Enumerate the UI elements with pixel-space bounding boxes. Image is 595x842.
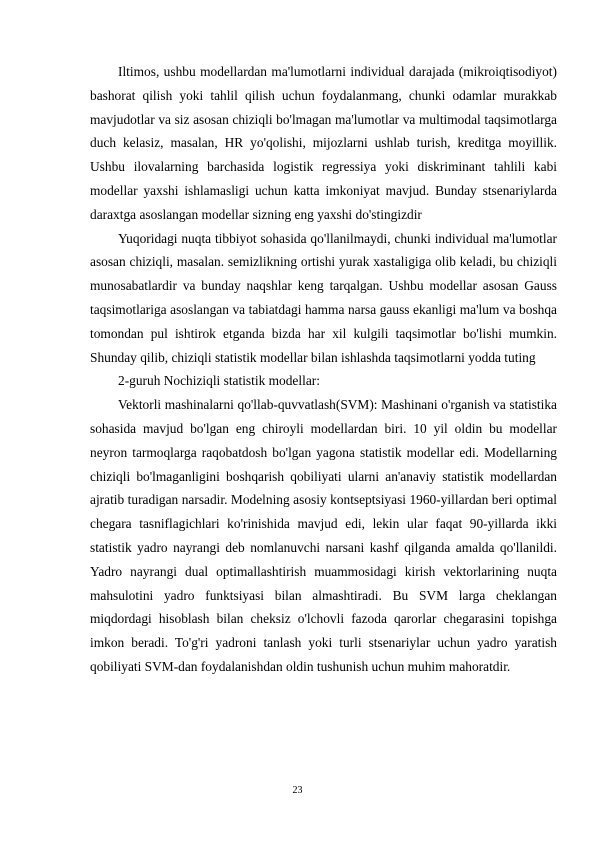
body-text	[90, 60, 557, 679]
page-number: 23	[292, 785, 303, 796]
paragraph-intro-warning: Iltimos, ushbu modellardan ma'lumotlarni individual darajada (mikroiqtisodiyot) bashorat qilish yoki tahlil qilish uchun foydalanmang, chunki odamlar murakkab mavjudotlar va siz asosan chiziqli bo'lmagan ma'lumotlar va multimodal taqsimotlarga duch kelasiz, masalan, HR yo'qolishi, mijozlarni ushlab turish, kreditga moyillik. Ushbu ilovalarning barchasida logistik regressiya yoki diskriminant tahlili kabi modellar yaxshi ishlamasligi uchun katta imkoniyat mavjud. Bunday stsenariylarda daraxtga asoslangan modellar sizning eng yaxshi do'stingizdir	[90, 64, 557, 222]
paragraph-svm: Vektorli mashinalarni qo'llab-quvvatlash(SVM): Mashinani o'rganish va statistika sohasida mavjud bo'lgan eng chiroyli modellardan biri. 10 yil oldin bu modellar neyron tarmoqlarga raqobatdosh bo'lgan yagona statistik modellar edi. Modellarning chiziqli bo'lmaganligini boshqarish qobiliyati ularni an'anaviy statistik modellardan ajratib turadigan narsadir. Modelning asosiy kontseptsiyasi 1960-yillardan beri optimal chegara tasniflagichlari ko'rinishida mavjud edi, lekin ular faqat 90-yillarda ikki statistik yadro nayrangi deb nomlanuvchi narsani kashf qilganda amalda qo'llanildi. Yadro nayrangi dual optimallashtirish muammosidagi kirish vektorlarining nuqta mahsulotini yadro funktsiyasi bilan almashtiradi. Bu SVM larga cheklangan miqdordagi hisoblash bilan cheksiz o'lchovli fazoda qarorlar chegarasini topishga imkon beradi. To'g'ri yadroni tanlash yoki turli stsenariylar uchun yadro yaratish qobiliyati SVM-dan foydalanishdan oldin tushunish uchun muhim mahoratdir.	[90, 397, 557, 674]
section-heading-nonlinear-models: 2-guruh Nochiziqli statistik modellar:	[118, 373, 320, 389]
paragraph-medical-linear: Yuqoridagi nuqta tibbiyot sohasida qo'llanilmaydi, chunki individual ma'lumotlar asosan chiziqli, masalan. semizlikning ortishi yurak xastaligiga olib keladi, bu chiziqli munosabatlardir va bunday naqshlar keng tarqalgan. Ushbu modellar asosan Gauss taqsimotlariga asoslangan va tabiatdagi hamma narsa gauss ekanligi ma'lum va boshqa tomondan pul ishtirok etganda bizda har xil kulgili taqsimotlar bo'lishi mumkin. Shunday qilib, chiziqli statistik modellar bilan ishlashda taqsimotlarni yodda tuting	[90, 230, 557, 365]
